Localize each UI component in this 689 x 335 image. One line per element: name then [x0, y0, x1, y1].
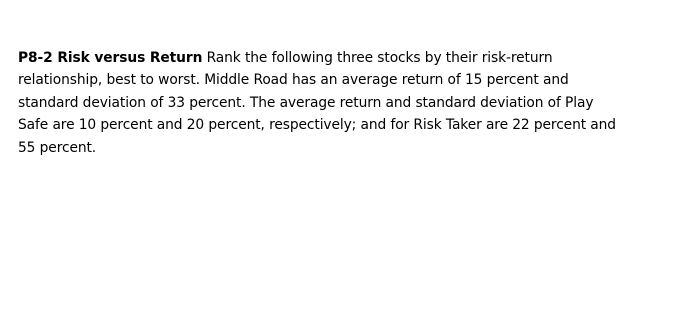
problem-line-1-text: Rank the following three stocks by their risk-return — [202, 50, 553, 66]
problem-text — [18, 47, 658, 159]
problem-line-1 — [18, 47, 658, 69]
problem-line-4: Safe are 10 percent and 20 percent, respectively; and for Risk Taker are 22 percent and — [18, 117, 616, 134]
problem-heading: P8-2 Risk versus Return — [18, 50, 203, 66]
problem-line-3: standard deviation of 33 percent. The average return and standard deviation of Play — [18, 94, 594, 111]
problem-line-5: 55 percent. — [18, 139, 97, 156]
problem-line-2: relationship, best to worst. Middle Road has an average return of 15 percent and — [18, 72, 569, 89]
